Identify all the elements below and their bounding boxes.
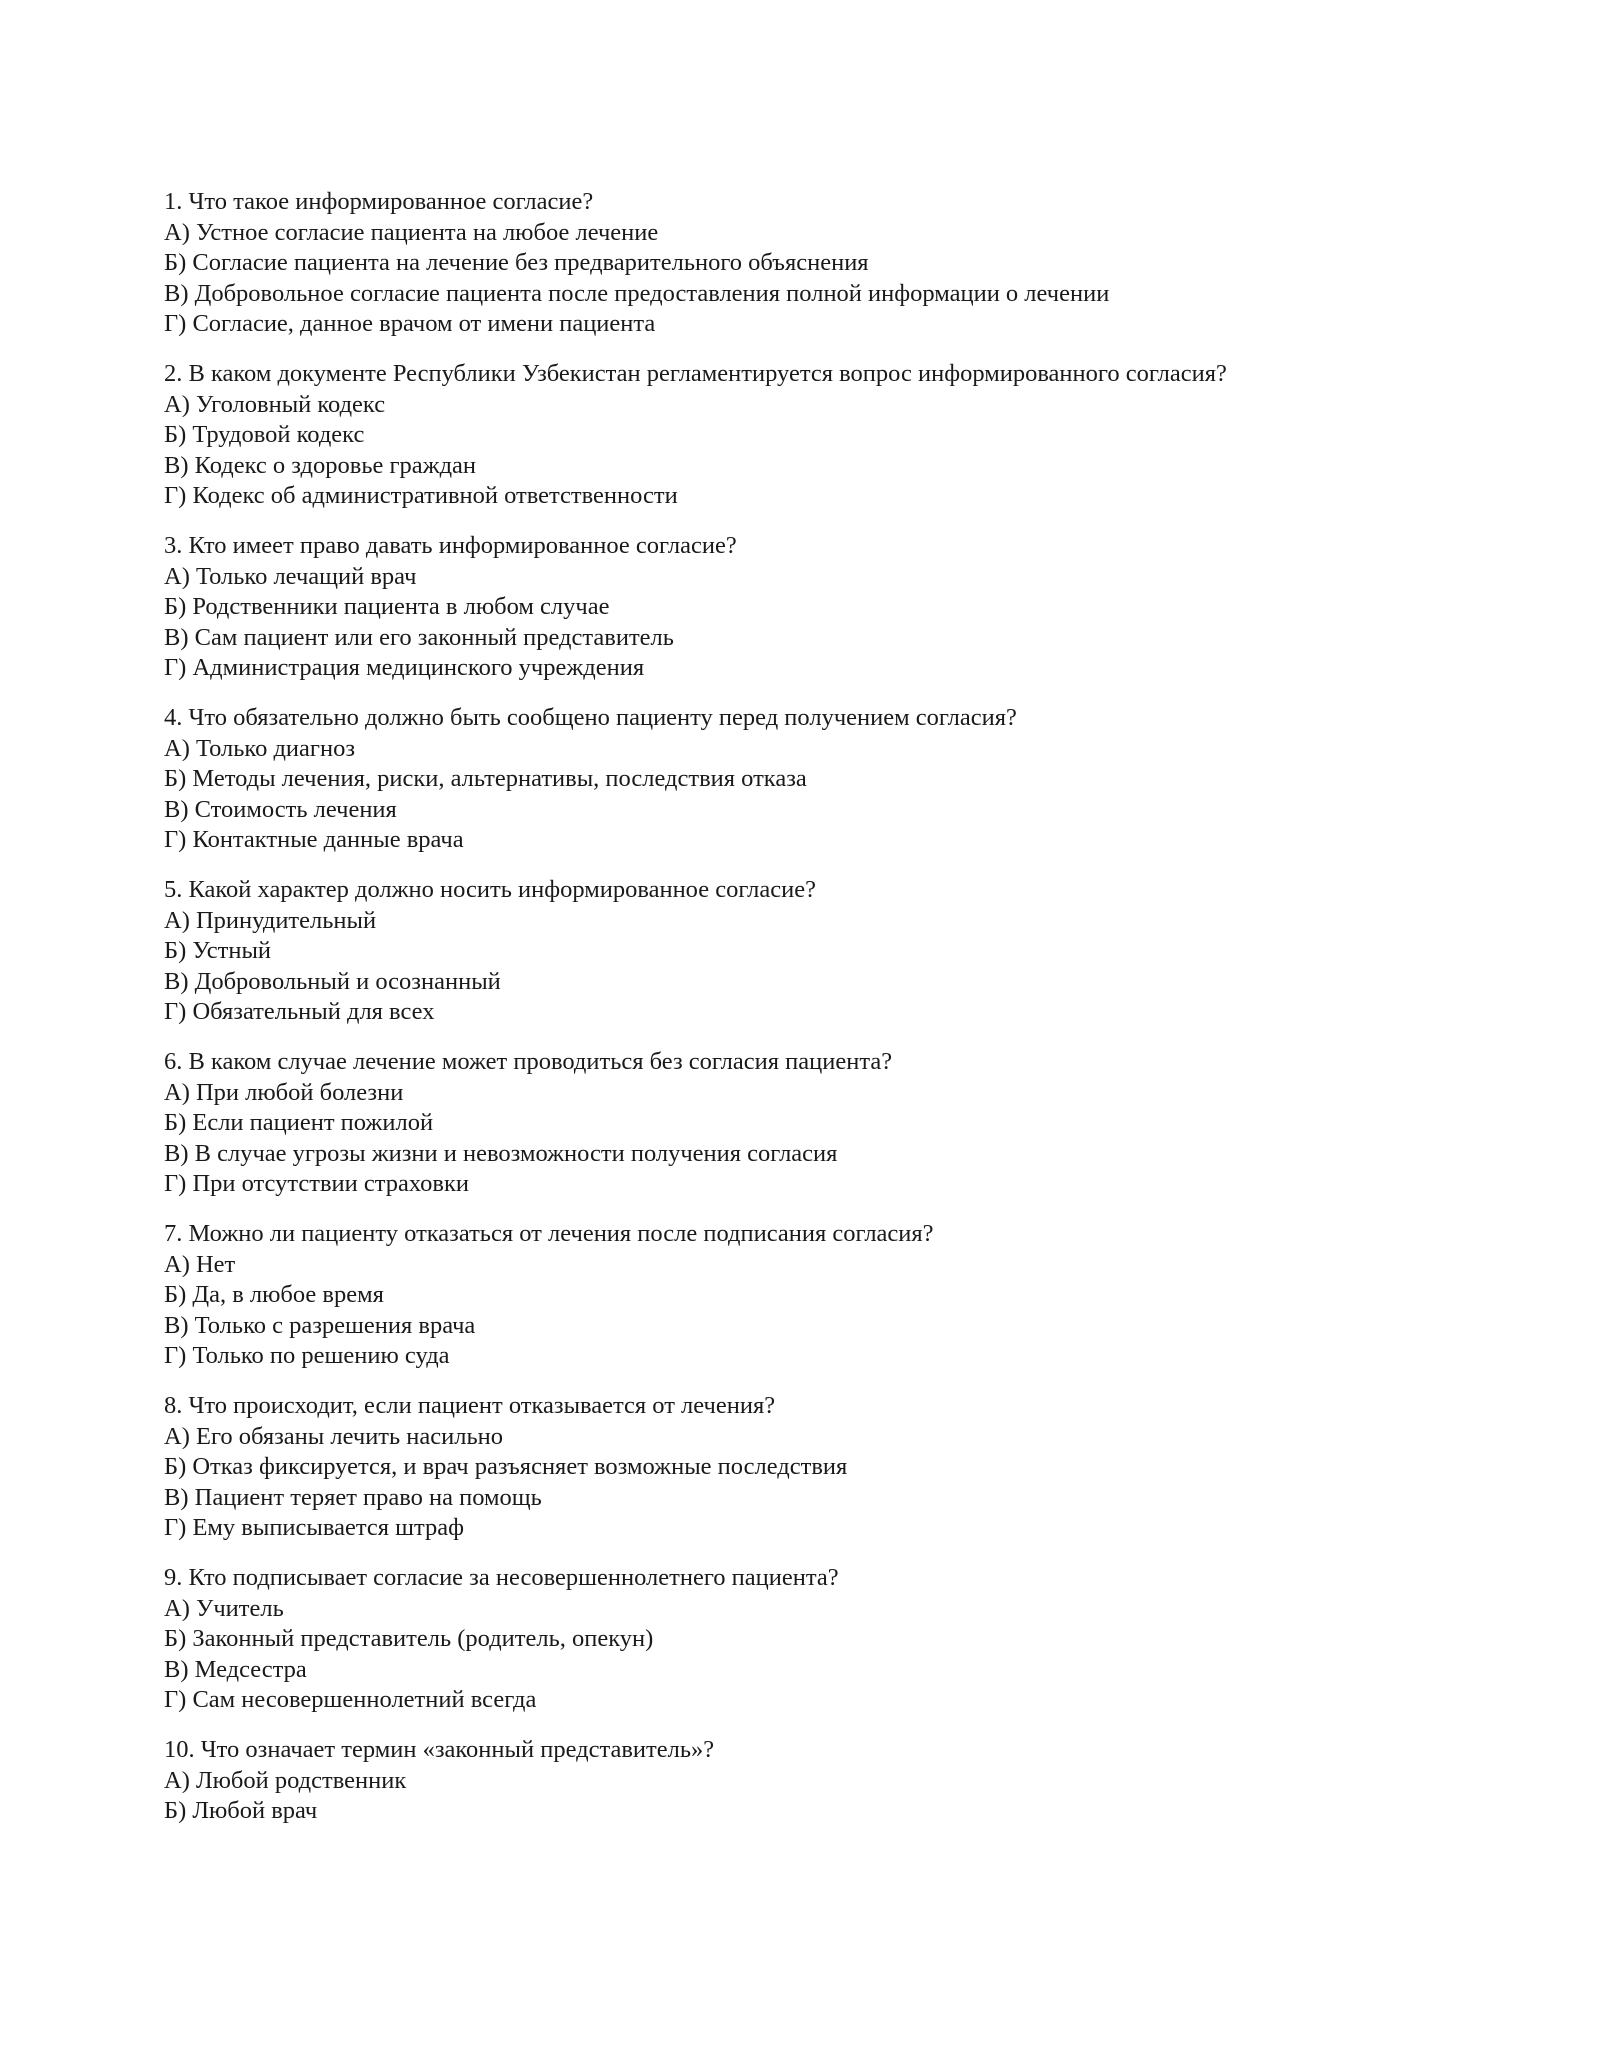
answer-option: А) Только лечащий врач <box>164 562 417 590</box>
answer-option: В) В случае угрозы жизни и невозможности получения согласия <box>164 1139 838 1167</box>
answer-option: А) Любой родственник <box>164 1766 407 1794</box>
answer-option: А) Только диагноз <box>164 734 355 762</box>
answer-option: Б) Трудовой кодекс <box>164 421 365 448</box>
question-4 <box>164 703 1444 856</box>
question-text: 8. Что происходит, если пациент отказывается от лечения? <box>164 1392 776 1419</box>
answer-option: Г) Ему выписывается штраф <box>164 1514 465 1541</box>
question-text: 6. В каком случае лечение может проводиться без согласия пациента? <box>164 1048 893 1075</box>
answer-option: А) При любой болезни <box>164 1078 404 1106</box>
question-text: 9. Кто подписывает согласие за несовершеннолетнего пациента? <box>164 1564 839 1591</box>
question-text: 1. Что такое информированное согласие? <box>164 188 594 215</box>
answer-option: В) Медсестра <box>164 1655 307 1683</box>
question-6 <box>164 1047 1444 1200</box>
answer-option: Г) Контактные данные врача <box>164 826 464 853</box>
answer-option: Г) Администрация медицинского учреждения <box>164 654 645 681</box>
answer-option: Г) При отсутствии страховки <box>164 1170 470 1197</box>
answer-option: Б) Родственники пациента в любом случае <box>164 593 610 620</box>
question-text: 10. Что означает термин «законный представитель»? <box>164 1736 715 1763</box>
answer-option: А) Его обязаны лечить насильно <box>164 1422 504 1450</box>
answer-option: А) Устное согласие пациента на любое лечение <box>164 218 659 246</box>
question-text: 7. Можно ли пациенту отказаться от лечения после подписания согласия? <box>164 1220 934 1247</box>
answer-option: А) Учитель <box>164 1594 284 1622</box>
question-5 <box>164 875 1444 1028</box>
question-text: 3. Кто имеет право давать информированное согласие? <box>164 532 737 559</box>
answer-option: В) Пациент теряет право на помощь <box>164 1483 542 1511</box>
question-text: 5. Какой характер должно носить информированное согласие? <box>164 876 816 903</box>
question-3 <box>164 531 1444 684</box>
question-10 <box>164 1735 1444 1827</box>
answer-option: В) Только с разрешения врача <box>164 1311 476 1339</box>
question-text: 4. Что обязательно должно быть сообщено пациенту перед получением согласия? <box>164 704 1017 731</box>
answer-option: Г) Только по решению суда <box>164 1342 450 1369</box>
answer-option: В) Добровольный и осознанный <box>164 967 501 995</box>
question-8 <box>164 1391 1444 1544</box>
answer-option: Г) Сам несовершеннолетний всегда <box>164 1686 537 1713</box>
question-list <box>164 187 1444 1846</box>
answer-option: Б) Любой врач <box>164 1797 318 1824</box>
answer-option: Б) Законный представитель (родитель, опекун) <box>164 1625 654 1652</box>
answer-option: Б) Да, в любое время <box>164 1281 384 1308</box>
answer-option: В) Добровольное согласие пациента после предоставления полной информации о лечении <box>164 279 1110 307</box>
answer-option: В) Стоимость лечения <box>164 795 397 823</box>
question-text: 2. В каком документе Республики Узбекистан регламентируется вопрос информированного согласия? <box>164 360 1227 387</box>
answer-option: Б) Отказ фиксируется, и врач разъясняет возможные последствия <box>164 1453 848 1480</box>
answer-option: Б) Если пациент пожилой <box>164 1109 434 1136</box>
answer-option: Б) Методы лечения, риски, альтернативы, последствия отказа <box>164 765 807 792</box>
answer-option: Г) Кодекс об административной ответственности <box>164 482 678 509</box>
answer-option: А) Уголовный кодекс <box>164 390 386 418</box>
answer-option: Г) Согласие, данное врачом от имени пациента <box>164 310 656 337</box>
answer-option: Г) Обязательный для всех <box>164 998 435 1025</box>
answer-option: А) Принудительный <box>164 906 377 934</box>
question-1 <box>164 187 1444 340</box>
question-2 <box>164 359 1444 512</box>
answer-option: Б) Устный <box>164 937 272 964</box>
answer-option: В) Сам пациент или его законный представитель <box>164 623 674 651</box>
answer-option: А) Нет <box>164 1250 236 1278</box>
question-7 <box>164 1219 1444 1372</box>
answer-option: Б) Согласие пациента на лечение без предварительного объяснения <box>164 249 869 276</box>
answer-option: В) Кодекс о здоровье граждан <box>164 451 477 479</box>
question-9 <box>164 1563 1444 1716</box>
